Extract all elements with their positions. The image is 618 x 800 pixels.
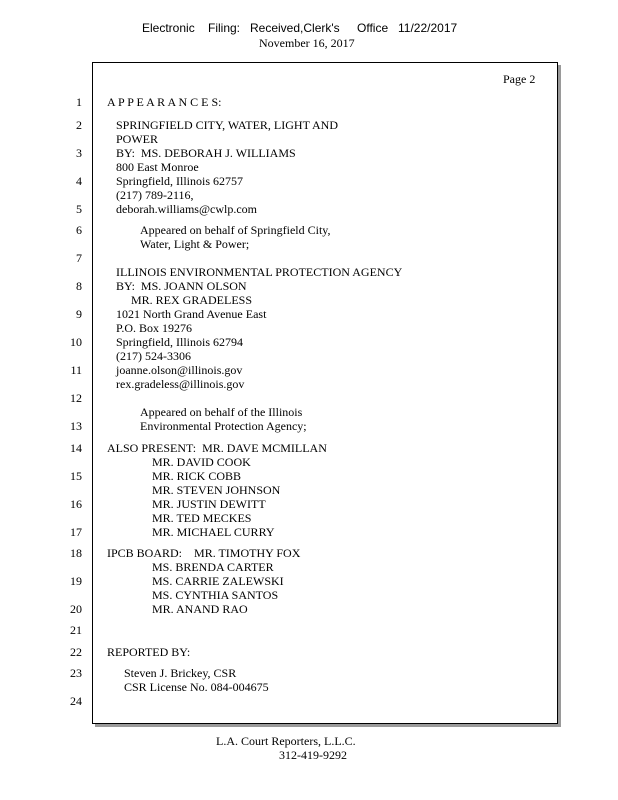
footer-company: L.A. Court Reporters, L.L.C. [216,734,356,748]
line-number: 16 [70,497,82,511]
filing-stamp-part: 11/22/2017 [398,21,458,35]
transcript-line: MR. TED MECKES [152,511,252,525]
transcript-line: MR. STEVEN JOHNSON [152,483,281,497]
line-number: 20 [70,602,82,616]
line-number: 13 [70,419,82,433]
line-number: 14 [70,441,82,455]
transcript-line: POWER [116,132,158,146]
transcript-line: MR. MICHAEL CURRY [152,525,275,539]
line-number: 12 [70,391,82,405]
transcript-line: deborah.williams@cwlp.com [116,202,258,216]
transcript-line: 800 East Monroe [116,160,199,174]
line-number: 11 [70,363,82,377]
line-number: 22 [70,645,82,659]
line-number: 15 [70,469,82,483]
transcript-line: BY: MS. JOANN OLSON [116,279,247,293]
line-number: 18 [70,546,82,560]
line-number: 8 [76,279,82,293]
transcript-date: November 16, 2017 [259,36,355,50]
transcript-line: Environmental Protection Agency; [140,419,307,433]
page-number: Page 2 [503,72,536,86]
line-number: 10 [70,335,82,349]
transcript-line: P.O. Box 19276 [116,321,193,335]
transcript-line: BY: MS. DEBORAH J. WILLIAMS [116,146,296,160]
filing-stamp-part: Office [357,21,389,35]
transcript-line: MR. DAVID COOK [152,455,251,469]
line-number: 9 [76,307,82,321]
transcript-line: SPRINGFIELD CITY, WATER, LIGHT AND [116,118,339,132]
transcript-line: IPCB BOARD: MR. TIMOTHY FOX [107,546,301,560]
transcript-line: MS. BRENDA CARTER [152,560,274,574]
transcript-line: (217) 789-2116, [116,188,194,202]
transcript-line: Springfield, Illinois 62757 [116,174,243,188]
transcript-line: CSR License No. 084-004675 [124,680,269,694]
transcript-line: MR. REX GRADELESS [131,293,253,307]
line-number: 7 [76,251,82,265]
transcript-line: Appeared on behalf of the Illinois [140,405,303,419]
transcript-line: MR. RICK COBB [152,469,242,483]
transcript-line: joanne.olson@illinois.gov [116,363,243,377]
line-number: 5 [76,202,82,216]
line-number: 4 [76,174,82,188]
transcript-line: MS. CYNTHIA SANTOS [152,588,279,602]
transcript-line: Springfield, Illinois 62794 [116,335,243,349]
line-number: 17 [70,525,82,539]
line-number: 3 [76,146,82,160]
transcript-line: Water, Light & Power; [140,237,250,251]
transcript-line: MS. CARRIE ZALEWSKI [152,574,284,588]
transcript-line: REPORTED BY: [107,645,191,659]
line-number: 6 [76,223,82,237]
transcript-line: ALSO PRESENT: MR. DAVE MCMILLAN [107,441,327,455]
transcript-line: MR. JUSTIN DEWITT [152,497,266,511]
transcript-line: MR. ANAND RAO [152,602,248,616]
appearances-heading: A P P E A R A N C E S: [107,95,222,109]
line-number: 19 [70,574,82,588]
filing-stamp-part: Received,Clerk's [250,21,340,35]
transcript-line: rex.gradeless@illinois.gov [116,377,245,391]
line-number: 24 [70,694,82,708]
filing-stamp-part: Electronic [142,21,195,35]
transcript-line: ILLINOIS ENVIRONMENTAL PROTECTION AGENCY [116,265,403,279]
line-number: 23 [70,666,82,680]
transcript-line: (217) 524-3306 [116,349,191,363]
footer-phone: 312-419-9292 [279,748,347,762]
line-number: 1 [76,95,82,109]
line-number: 21 [70,623,82,637]
transcript-line: Steven J. Brickey, CSR [124,666,237,680]
transcript-line: 1021 North Grand Avenue East [116,307,267,321]
line-number: 2 [76,118,82,132]
transcript-line: Appeared on behalf of Springfield City, [140,223,331,237]
filing-stamp-part: Filing: [208,21,241,35]
electronic-filing-stamp [0,20,618,36]
